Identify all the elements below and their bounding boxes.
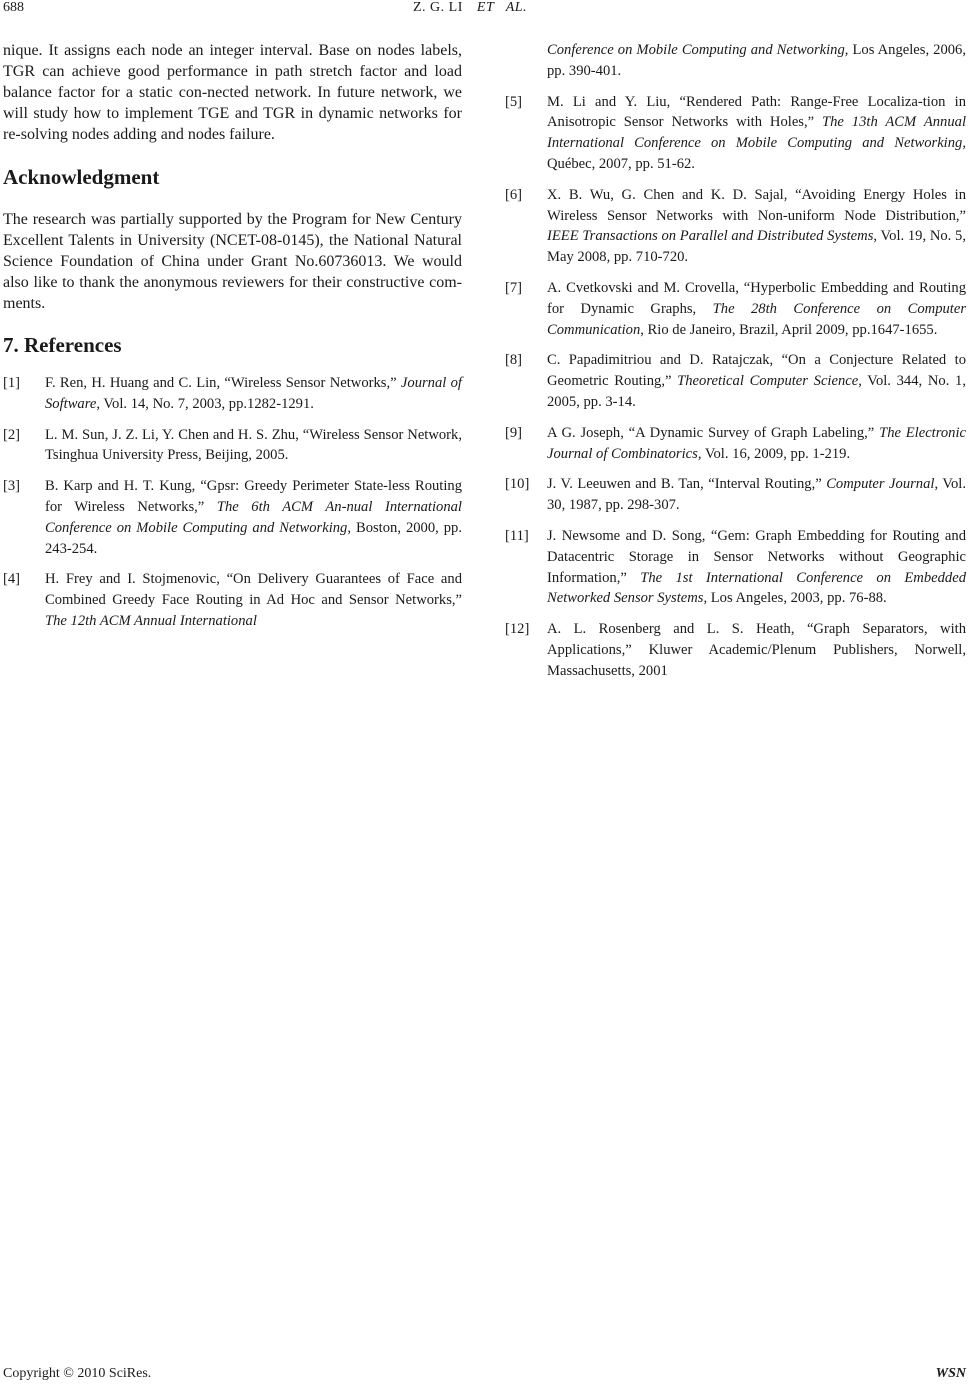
reference-item [505,423,966,465]
reference-item [505,278,966,340]
reference-text: B. Karp and H. T. Kung, “Gpsr: Greedy Perimeter State-less Routing for Wireless Networks,” The 6th ACM An-nual International Conference on Mobile Computing and Networking, Boston, 2000, pp. 243-254. [45,478,462,557]
acknowledgment-heading: Acknowledgment [3,165,160,189]
reference-number: [4] [3,571,21,588]
reference-text: J. Newsome and D. Song, “Gem: Graph Embedding for Routing and Datacentric Storage in Sensor Networks without Geographic Information,” The 1st International Conference on Embedded Networked Sensor Systems, Los Angeles, 2003, pp. 76-88. [547,527,966,607]
reference-item [3,373,462,415]
reference-text: C. Papadimitriou and D. Ratajczak, “On a Conjecture Related to Geometric Routing,” Theoretical Computer Science, Vol. 344, No. 1, 2005, pp. 3-14. [547,352,966,410]
reference-text: A G. Joseph, “A Dynamic Survey of Graph Labeling,” The Electronic Journal of Combinatorics, Vol. 16, 2009, pp. 1-219. [547,424,966,462]
left-column [3,40,462,632]
page-number: 688 [3,0,24,15]
reference-item [505,526,966,609]
reference-text: H. Frey and I. Stojmenovic, “On Delivery Guarantees of Face and Combined Greedy Face Routing in Ad Hoc and Sensor Networks,” The 12th ACM Annual International [45,571,462,629]
reference-item [3,569,462,631]
reference-number: [2] [3,426,21,443]
reference-text: A. L. Rosenberg and L. S. Heath, “Graph Separators, with Applications,” Kluwer Academic/Plenum Publishers, Norwell, Massachusetts, 2001 [547,621,966,679]
reference-text: L. M. Sun, J. Z. Li, Y. Chen and H. S. Zhu, “Wireless Sensor Network, Tsinghua University Press, Beijing, 2005. [45,426,462,464]
reference-text: F. Ren, H. Huang and C. Lin, “Wireless Sensor Networks,” Journal of Software, Vol. 14, No. 7, 2003, pp.1282-1291. [45,375,462,412]
reference-text: A. Cvetkovski and M. Crovella, “Hyperbolic Embedding and Routing for Dynamic Graphs, The 28th Conference on Computer Communication, Rio de Janeiro, Brazil, April 2009, pp.1647-1655. [547,279,967,338]
running-head-etal: ET AL. [476,0,528,15]
reference-number: [7] [505,279,523,296]
running-head [413,0,527,16]
reference-continuation: Conference on Mobile Computing and Networking, Los Angeles, 2006, pp. 390-401. [547,42,966,79]
reference-item [3,425,462,467]
reference-list-left [3,373,462,632]
reference-item [505,619,966,681]
reference-item [505,350,966,412]
reference-item [3,476,462,559]
reference-number: [3] [3,478,21,495]
reference-text: J. V. Leeuwen and B. Tan, “Interval Routing,” Computer Journal, Vol. 30, 1987, pp. 298-307. [547,476,966,514]
reference-item [505,474,966,516]
reference-number: [6] [505,186,523,203]
references-heading: 7. References [3,333,122,357]
reference-number: [9] [505,424,523,441]
reference-number: [8] [505,352,523,369]
reference-item [505,185,966,268]
copyright-footer: Copyright © 2010 SciRes. [3,1366,152,1381]
acknowledgment-paragraph: The research was partially supported by the Program for New Century Excellent Talents in University (NCET-08-0145), the National Natural Science Foundation of China under Grant No.60736013. We would also like to thank the anonymous reviewers for their constructive com-ments. [3,211,462,312]
reference-number: [5] [505,93,523,110]
reference-text: M. Li and Y. Liu, “Rendered Path: Range-Free Localiza-tion in Anisotropic Sensor Networks with Holes,” The 13th ACM Annual International Conference on Mobile Computing and Networking, Québec, 2007, pp. 51-62. [547,93,966,172]
reference-number: [1] [3,375,21,391]
reference-number: [10] [505,476,530,493]
right-column [505,40,966,682]
reference-item [505,92,966,175]
reference-number: [12] [505,621,530,638]
reference-list-right [505,92,966,682]
running-head-author: Z. G. LI [413,0,463,15]
conclusion-paragraph: nique. It assigns each node an integer interval. Base on nodes labels, TGR can achieve good performance in path stretch factor and load balance factor for a static con-nected network. In future network, we will study how to implement TGE and TGR in dynamic networks for re-solving nodes adding and nodes failure. [3,42,462,143]
reference-number: [11] [505,527,529,544]
reference-text: X. B. Wu, G. Chen and K. D. Sajal, “Avoiding Energy Holes in Wireless Sensor Networks with Non-uniform Node Distribution,” IEEE Transactions on Parallel and Distributed Systems, Vol. 19, No. 5, May 2008, pp. 710-720. [547,186,966,266]
journal-abbrev-footer: WSN [935,1366,966,1381]
